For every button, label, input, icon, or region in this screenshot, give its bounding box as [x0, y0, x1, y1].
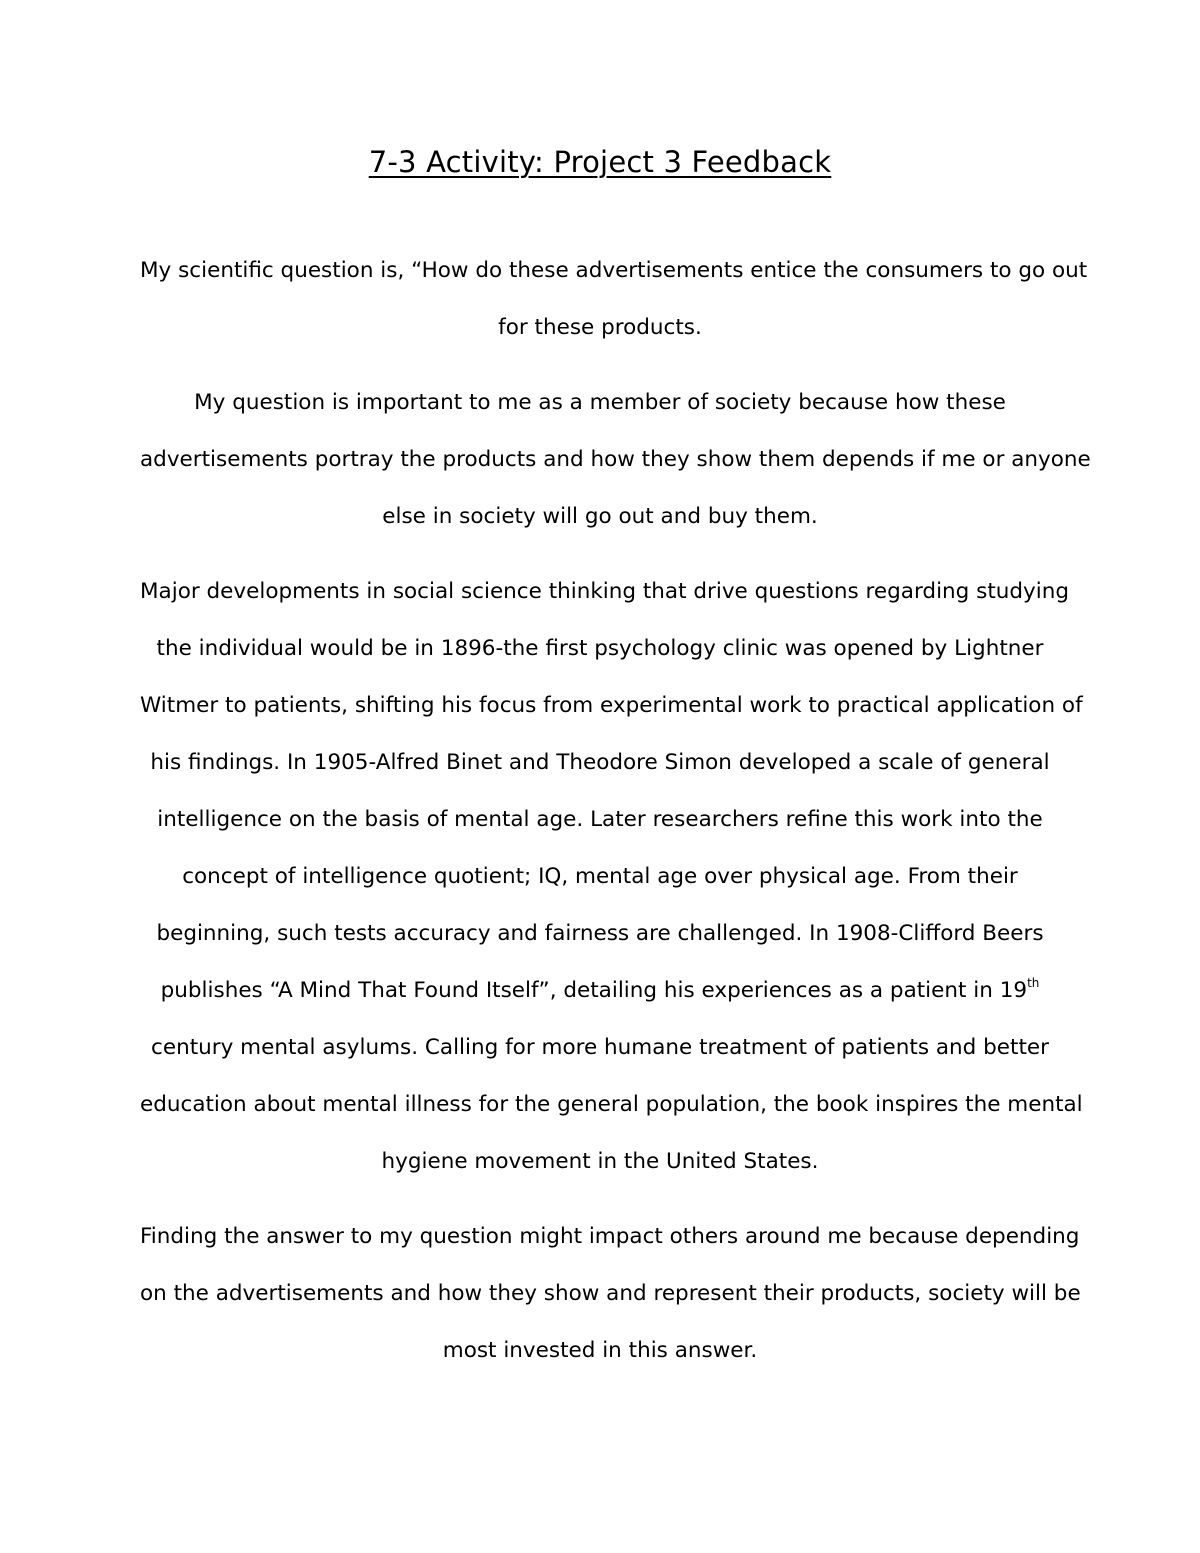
text-line: My question is important to me as a member of society because how these — [194, 390, 1006, 415]
document-body — [140, 242, 1091, 1397]
text-line: century mental asylums. Calling for more humane treatment of patients and better — [151, 1035, 1049, 1060]
document-title: 7-3 Activity: Project 3 Feedback — [368, 145, 832, 179]
text-line: beginning, such tests accuracy and fairness are challenged. In 1908-Clifford Beers — [156, 921, 1044, 946]
text-line-main: publishes “A Mind That Found Itself”, detailing his experiences as a patient in 19 — [160, 978, 1028, 1003]
text-line: most invested in this answer. — [442, 1338, 758, 1363]
text-line: on the advertisements and how they show and represent their products, society will be — [140, 1281, 1081, 1306]
text-line: for these products. — [498, 315, 702, 340]
paragraph-importance — [140, 374, 1091, 545]
text-line: else in society will go out and buy them. — [382, 504, 818, 529]
paragraph-major-developments — [140, 563, 1083, 1190]
text-line: Finding the answer to my question might impact others around me because depending — [140, 1224, 1080, 1249]
paragraph-impact — [140, 1208, 1081, 1379]
text-line: concept of intelligence quotient; IQ, mental age over physical age. From their — [182, 864, 1018, 889]
text-line-with-superscript — [140, 962, 1060, 1019]
text-line: hygiene movement in the United States. — [381, 1149, 819, 1174]
text-line: Witmer to patients, shifting his focus from experimental work to practical application of — [140, 693, 1083, 718]
text-line: advertisements portray the products and how they show them depends if me or anyone — [140, 447, 1091, 472]
paragraph-scientific-question — [140, 242, 1088, 356]
text-line: My scientific question is, “How do these advertisements entice the consumers to go out — [140, 258, 1088, 283]
text-line: his findings. In 1905-Alfred Binet and Theodore Simon developed a scale of general — [150, 750, 1050, 775]
text-line: intelligence on the basis of mental age. Later researchers refine this work into the — [157, 807, 1043, 832]
text-line: the individual would be in 1896-the first psychology clinic was opened by Lightner — [156, 636, 1044, 661]
text-line: education about mental illness for the general population, the book inspires the mental — [140, 1092, 1083, 1117]
text-line: Major developments in social science thinking that drive questions regarding studying — [140, 579, 1070, 604]
superscript-ordinal: th — [1027, 976, 1040, 990]
